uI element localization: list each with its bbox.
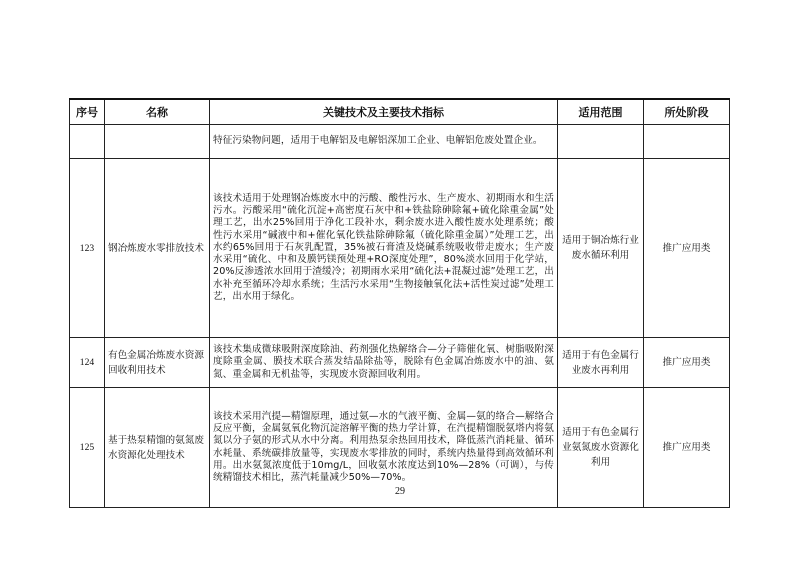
row-name <box>105 125 210 159</box>
header-desc: 关键技术及主要技术指标 <box>210 99 558 125</box>
table-row <box>70 338 730 388</box>
header-scope: 适用范围 <box>558 99 644 125</box>
row-desc: 特征污染物问题，适用于电解铝及电解铝深加工企业、电解铝危废处置企业。 <box>210 125 558 159</box>
table-row <box>70 159 730 338</box>
row-num: 125 <box>70 388 105 508</box>
page-number: 29 <box>395 486 405 497</box>
row-num <box>70 125 105 159</box>
row-desc: 该技术采用汽提—精馏原理，通过氨—水的气液平衡、金属—氨的络合—解络合反应平衡，金属氨氧化物沉淀溶解平衡的热力学计算，在汽提精馏脱氨塔内将氨氮以分子氨的形式从水中分离。利用热泵余热回用技术，降低蒸汽消耗量、循环水耗量、系统碳排放量等，实现废水零排放的同时，系统内热量得到高效循环利用。出水氨氮浓度低于10mg/L，回收氨水浓度达到10%—28%（可调），与传统精馏技术相比，蒸汽耗量减少50%—70%。 <box>210 388 558 508</box>
row-scope: 适用于铜冶炼行业废水循环利用 <box>558 159 644 338</box>
table-header-row <box>70 99 730 125</box>
technology-table <box>69 98 730 508</box>
row-name: 钢冶炼废水零排放技术 <box>105 159 210 338</box>
row-desc: 该技术适用于处理钢冶炼废水中的污酸、酸性污水、生产废水、初期雨水和生活污水。污酸采用“硫化沉淀+高密度石灰中和+铁盐除砷除氟+硫化除重金属”处理工艺，出水25%回用于净化工段补水，剩余废水进入酸性废水处理系统；酸性污水采用“碱液中和+催化氧化铁盐除砷除氟（硫化除重金属）”处理工艺，出水约65%回用于石灰乳配置，35%被石膏渣及烧碱系统吸收带走废水；生产废水采用“硫化、中和及膜钙镁预处理+RO深度处理”，80%淡水回用于化学站，20%反渗透浓水回用于渣缓冷；初期雨水采用“硫化法+混凝过滤”处理工艺，出水补充至循环冷却水系统；生活污水采用“生物接触氧化法+活性炭过滤”处理工艺，出水用于绿化。 <box>210 159 558 338</box>
row-stage: 推广应用类 <box>644 159 730 338</box>
table-row <box>70 125 730 159</box>
row-desc: 该技术集成微球吸附深度除油、药剂强化热解络合—分子筛催化氧、树脂吸附深度除重金属、膜技术联合蒸发结晶除盐等，脱除有色金属冶炼废水中的油、氨氮、重金属和无机盐等，实现废水资源回收利用。 <box>210 338 558 388</box>
row-scope: 适用于有色金属行业氨氮废水资源化利用 <box>558 388 644 508</box>
header-stage: 所处阶段 <box>644 99 730 125</box>
row-name: 有色金属冶炼废水资源回收利用技术 <box>105 338 210 388</box>
row-name: 基于热泵精馏的氨氮废水资源化处理技术 <box>105 388 210 508</box>
row-stage <box>644 125 730 159</box>
row-num: 123 <box>70 159 105 338</box>
row-num: 124 <box>70 338 105 388</box>
header-name: 名称 <box>105 99 210 125</box>
header-num: 序号 <box>70 99 105 125</box>
row-scope: 适用于有色金属行业废水再利用 <box>558 338 644 388</box>
row-scope <box>558 125 644 159</box>
row-stage: 推广应用类 <box>644 338 730 388</box>
row-stage: 推广应用类 <box>644 388 730 508</box>
